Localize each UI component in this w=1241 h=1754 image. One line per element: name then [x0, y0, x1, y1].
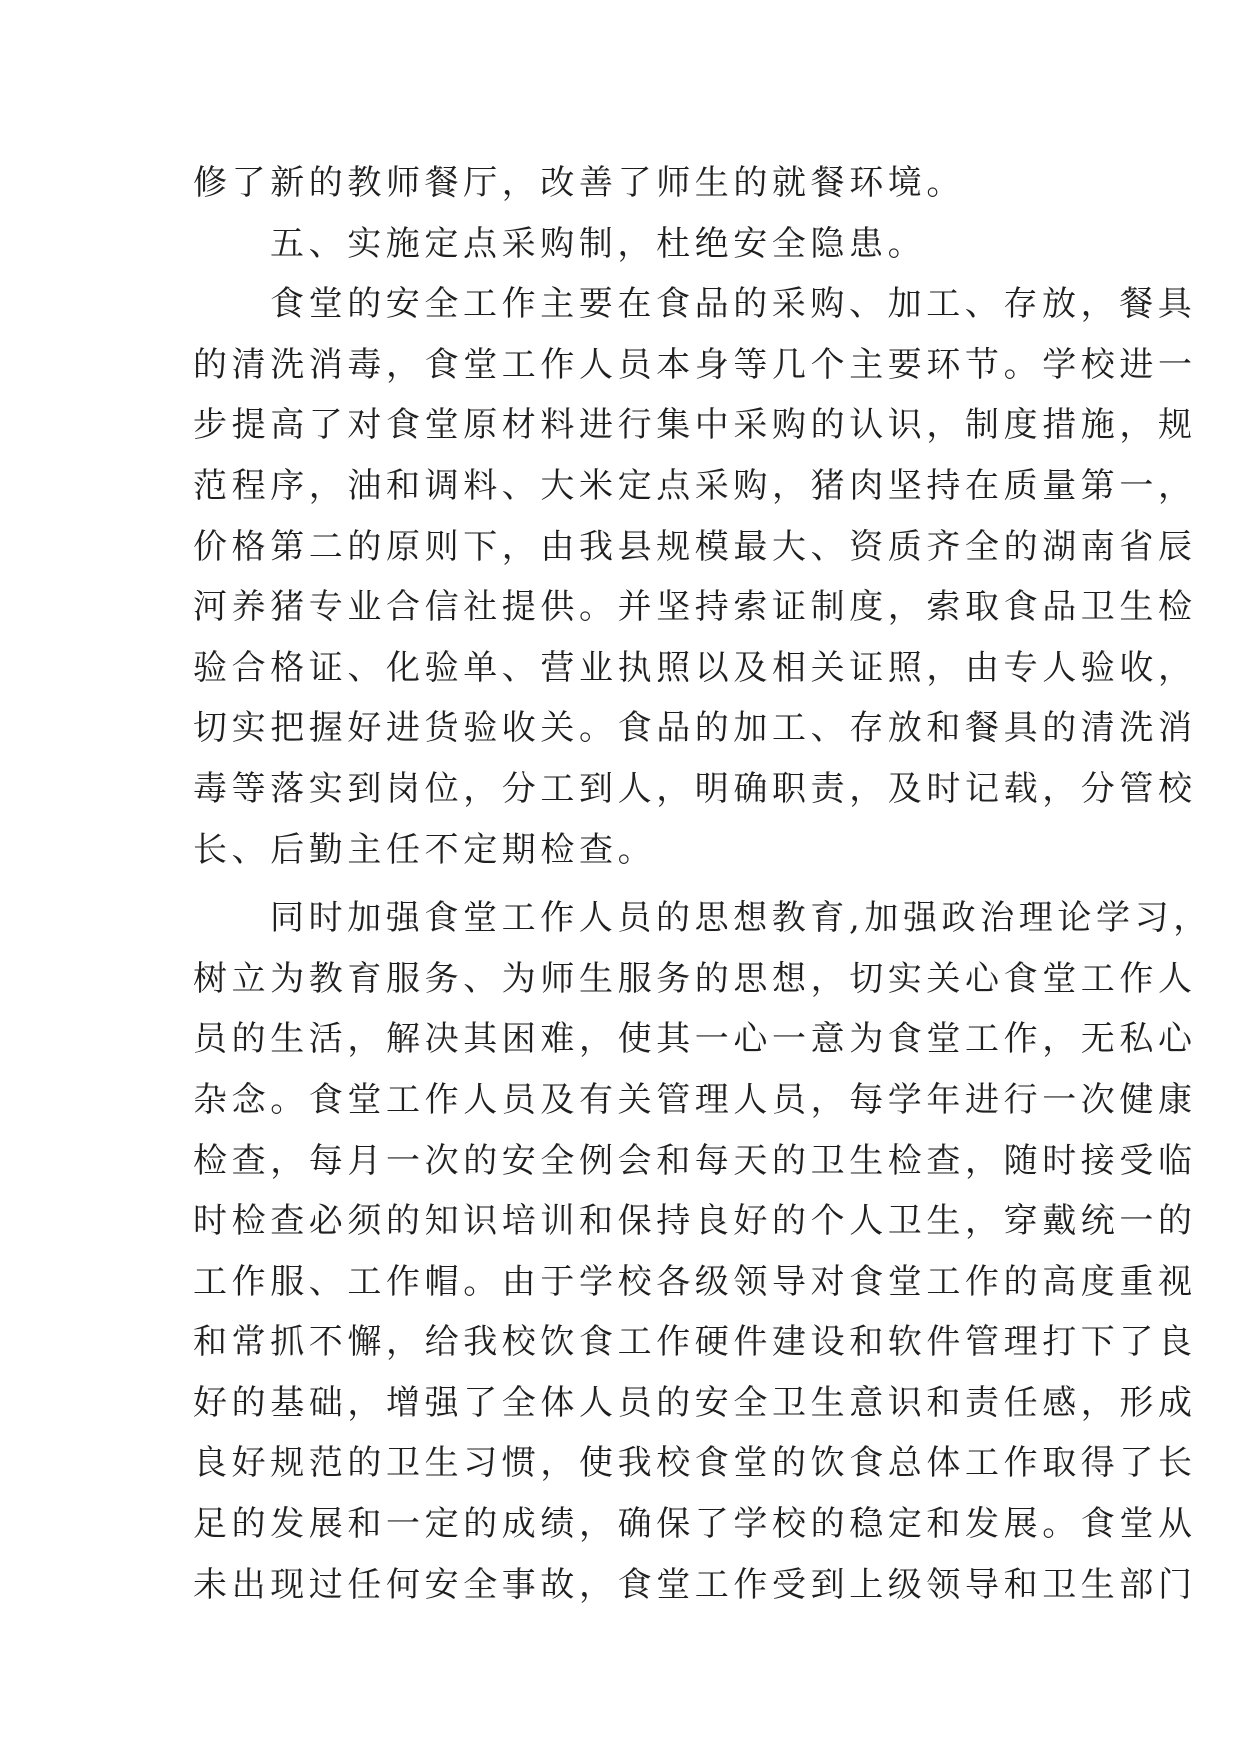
text-line: 的清洗消毒，食堂工作人员本身等几个主要环节。学校进一: [193, 344, 1197, 385]
text-line: 切实把握好进货验收关。食品的加工、存放和餐具的清洗消: [193, 708, 1197, 749]
text-line: 时检查必须的知识培训和保持良好的个人卫生，穿戴统一的: [193, 1201, 1197, 1242]
section-heading: 五、实施定点采购制，杜绝安全隐患。: [270, 223, 927, 264]
text-line: 树立为教育服务、为师生服务的思想，切实关心食堂工作人: [193, 958, 1197, 999]
text-line: 验合格证、化验单、营业执照以及相关证照，由专人验收，: [193, 647, 1197, 688]
text-line: 杂念。食堂工作人员及有关管理人员，每学年进行一次健康: [193, 1079, 1197, 1120]
text-line: 步提高了对食堂原材料进行集中采购的认识，制度措施，规: [193, 405, 1197, 446]
text-line: 良好规范的卫生习惯，使我校食堂的饮食总体工作取得了长: [193, 1443, 1197, 1484]
text-line: 未出现过任何安全事故，食堂工作受到上级领导和卫生部门: [193, 1564, 1197, 1605]
text-line: 修了新的教师餐厅，改善了师生的就餐环境。: [193, 163, 965, 203]
text-line: 长、后勤主任不定期检查。: [193, 829, 657, 870]
text-line: 毒等落实到岗位，分工到人，明确职责，及时记载，分管校: [193, 768, 1197, 809]
text-line: 检查，每月一次的安全例会和每天的卫生检查，随时接受临: [193, 1140, 1197, 1181]
text-line: 好的基础，增强了全体人员的安全卫生意识和责任感，形成: [193, 1382, 1197, 1423]
text-line: 工作服、工作帽。由于学校各级领导对食堂工作的高度重视: [193, 1261, 1197, 1302]
document-body: [193, 153, 1212, 1615]
text-line: 和常抓不懈，给我校饮食工作硬件建设和软件管理打下了良: [193, 1322, 1197, 1363]
text-line: 足的发展和一定的成绩，确保了学校的稳定和发展。食堂从: [193, 1504, 1197, 1545]
text-line: 价格第二的原则下，由我县规模最大、资质齐全的湖南省辰: [193, 526, 1197, 567]
text-line: 河养猪专业合信社提供。并坚持索证制度，索取食品卫生检: [193, 587, 1197, 628]
text-line: 员的生活，解决其困难，使其一心一意为食堂工作，无私心: [193, 1019, 1197, 1060]
text-line: 同时加强食堂工作人员的思想教育,加强政治理论学习，: [270, 898, 1212, 939]
text-line: 食堂的安全工作主要在食品的采购、加工、存放，餐具: [270, 284, 1197, 325]
text-line: 范程序，油和调料、大米定点采购，猪肉坚持在质量第一，: [193, 465, 1197, 506]
